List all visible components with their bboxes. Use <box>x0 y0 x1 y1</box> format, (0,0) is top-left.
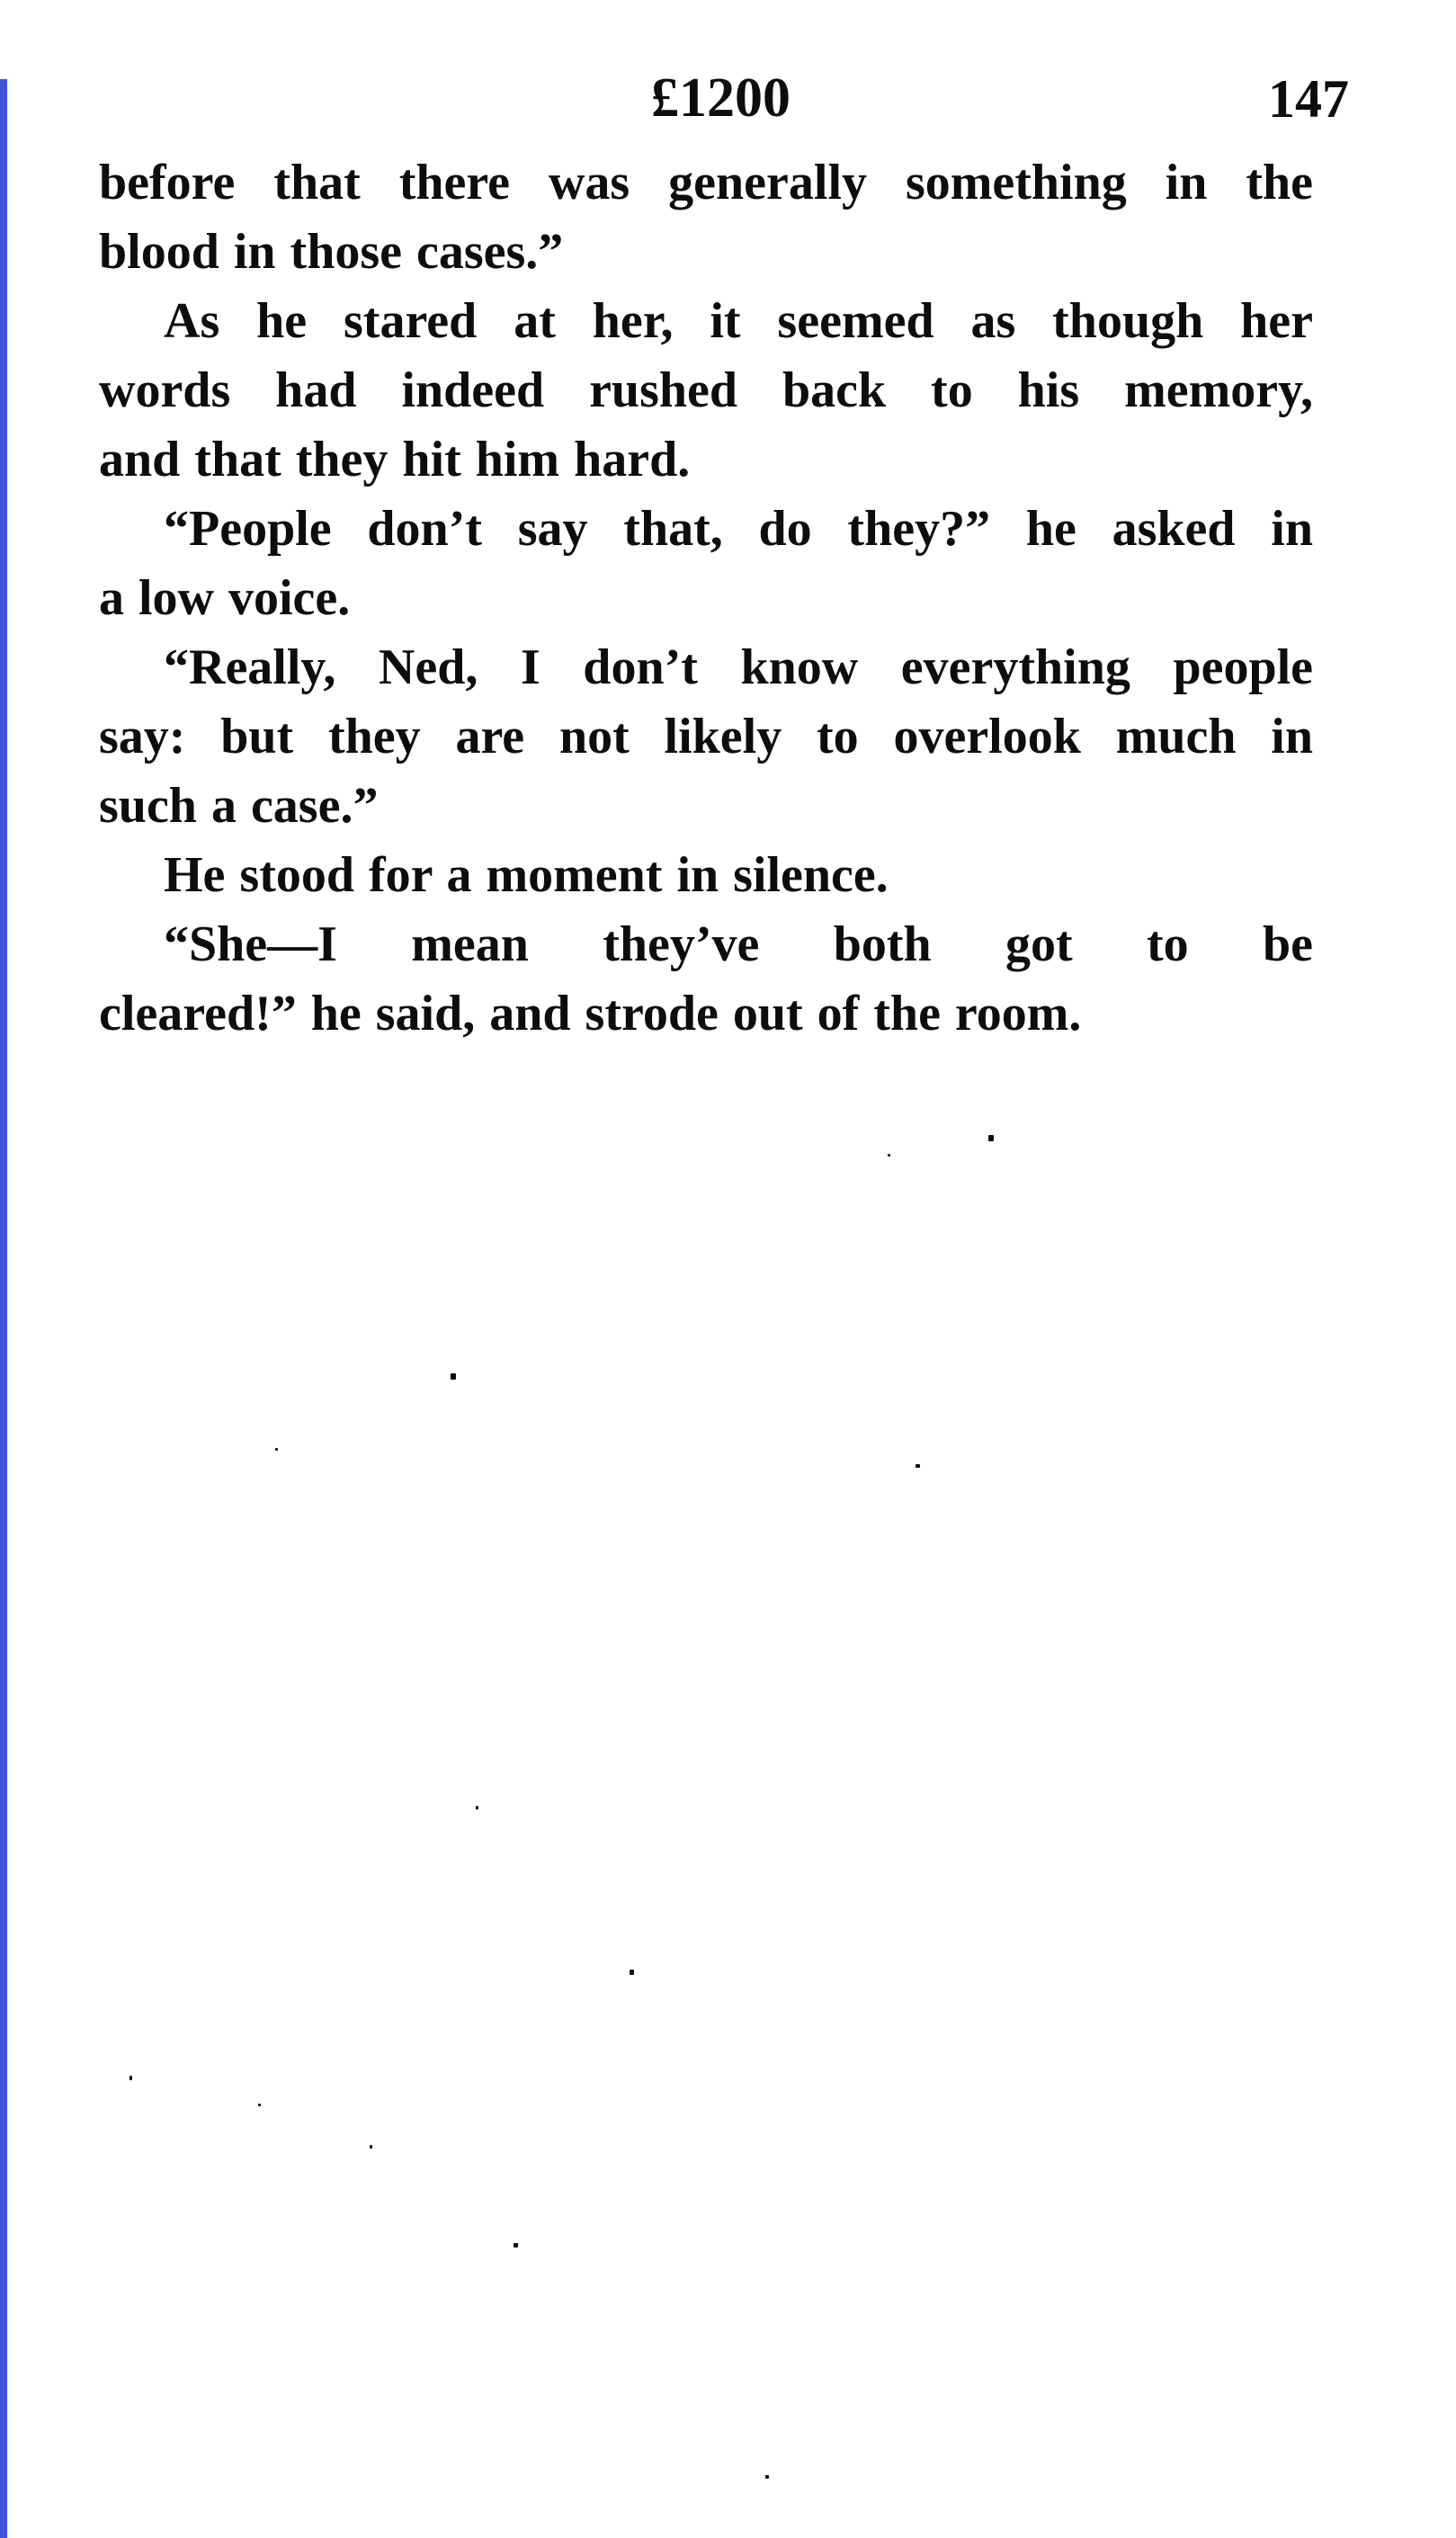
scan-speck <box>130 2076 132 2080</box>
text-line: As he stared at her, it seemed as though her <box>164 293 1313 349</box>
text-line: and that they hit him hard. <box>99 432 691 487</box>
scan-speck <box>888 1154 890 1157</box>
running-title: £1200 <box>651 67 791 129</box>
scan-speck <box>370 2145 372 2149</box>
scan-speck <box>275 1448 278 1451</box>
scan-speck <box>476 1806 478 1810</box>
text-line: “People don’t say that, do they?” he asked in <box>164 501 1313 557</box>
text-line: a low voice. <box>99 570 351 626</box>
text-line: blood in those cases.” <box>99 224 564 280</box>
text-line: “Really, Ned, I don’t know everything people <box>164 639 1313 695</box>
scan-speck <box>916 1464 920 1468</box>
text-line: cleared!” he said, and strode out of the room. <box>99 986 1082 1041</box>
scan-speck <box>258 2104 261 2106</box>
scan-speck <box>765 2475 769 2479</box>
scan-edge-stripe <box>0 79 7 2538</box>
page-number: 147 <box>1268 69 1349 129</box>
text-line: words had indeed rushed back to his memory, <box>99 362 1313 418</box>
text-line: say: but they are not likely to overlook much in <box>99 709 1313 764</box>
text-line: He stood for a moment in silence. <box>164 847 889 903</box>
text-line: before that there was generally something in the <box>99 155 1313 210</box>
scan-speck <box>514 2243 518 2248</box>
scan-speck <box>988 1135 994 1141</box>
scan-speck <box>451 1373 456 1380</box>
text-line: “She—I mean they’ve both got to be <box>164 916 1313 972</box>
scan-speck <box>630 1970 634 1975</box>
text-line: such a case.” <box>99 778 379 834</box>
body-text <box>99 148 1313 1049</box>
